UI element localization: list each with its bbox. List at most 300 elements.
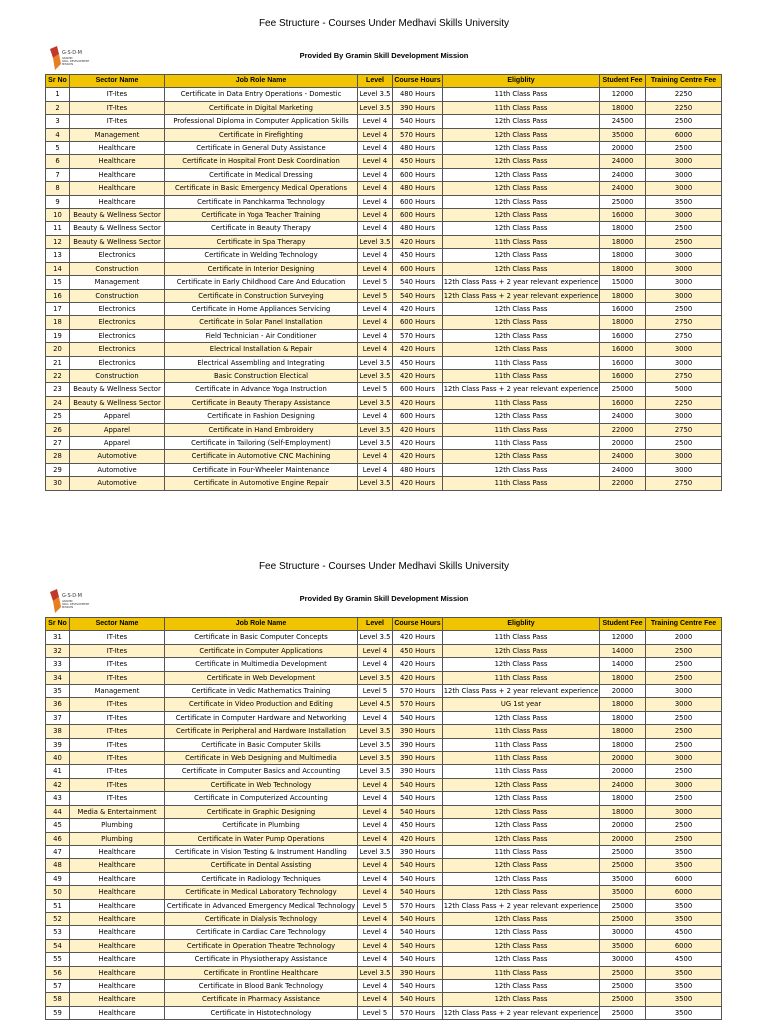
cell-student-fee: 16000 — [600, 302, 646, 315]
table-row — [46, 631, 722, 644]
cell-job-role-name: Certificate in Home Appliances Servicing — [165, 302, 358, 315]
header-sr-no: Sr No — [46, 618, 70, 631]
cell-course-hours: 450 Hours — [393, 819, 443, 832]
cell-job-role-name: Certificate in Blood Bank Technology — [165, 979, 358, 992]
cell-level: Level 4 — [358, 128, 393, 141]
cell-sector-name: Healthcare — [70, 953, 165, 966]
cell-eligibility: 12th Class Pass — [443, 302, 600, 315]
table-row — [46, 142, 722, 155]
cell-training-centre-fee: 2750 — [646, 477, 722, 490]
cell-sr-no: 16 — [46, 289, 70, 302]
cell-course-hours: 540 Hours — [393, 859, 443, 872]
svg-text:GRAMIN: GRAMIN — [62, 600, 73, 603]
cell-student-fee: 18000 — [600, 805, 646, 818]
cell-eligibility: 12th Class Pass + 2 year relevant experience — [443, 1006, 600, 1019]
cell-training-centre-fee: 3000 — [646, 778, 722, 791]
cell-sector-name: IT-Ites — [70, 671, 165, 684]
header-course-hours: Course Hours — [393, 75, 443, 88]
cell-sector-name: IT-Ites — [70, 88, 165, 101]
cell-sr-no: 58 — [46, 993, 70, 1006]
cell-sector-name: Construction — [70, 262, 165, 275]
cell-level: Level 4 — [358, 262, 393, 275]
cell-course-hours: 480 Hours — [393, 463, 443, 476]
cell-training-centre-fee: 3500 — [646, 845, 722, 858]
table-row — [46, 738, 722, 751]
table-row — [46, 88, 722, 101]
cell-level: Level 5 — [358, 899, 393, 912]
cell-eligibility: 12th Class Pass — [443, 343, 600, 356]
cell-sector-name: Beauty & Wellness Sector — [70, 396, 165, 409]
cell-level: Level 3.5 — [358, 752, 393, 765]
cell-training-centre-fee: 4500 — [646, 953, 722, 966]
cell-sector-name: Healthcare — [70, 993, 165, 1006]
cell-level: Level 4 — [358, 792, 393, 805]
cell-job-role-name: Certificate in Computerized Accounting — [165, 792, 358, 805]
table-row — [46, 966, 722, 979]
cell-student-fee: 12000 — [600, 88, 646, 101]
cell-eligibility: 11th Class Pass — [443, 752, 600, 765]
cell-sector-name: Automotive — [70, 450, 165, 463]
cell-level: Level 4 — [358, 302, 393, 315]
table-row — [46, 235, 722, 248]
cell-sector-name: Healthcare — [70, 926, 165, 939]
header-sr-no: Sr No — [46, 75, 70, 88]
table-row — [46, 725, 722, 738]
cell-job-role-name: Certificate in Medical Dressing — [165, 168, 358, 181]
provider-line: Provided By Gramin Skill Development Mission — [299, 594, 469, 603]
cell-level: Level 3.5 — [358, 765, 393, 778]
cell-course-hours: 480 Hours — [393, 142, 443, 155]
table-row — [46, 979, 722, 992]
cell-student-fee: 18000 — [600, 101, 646, 114]
table-row — [46, 477, 722, 490]
cell-job-role-name: Certificate in Automotive CNC Machining — [165, 450, 358, 463]
cell-sr-no: 7 — [46, 168, 70, 181]
cell-job-role-name: Certificate in Histotechnology — [165, 1006, 358, 1019]
cell-sector-name: Beauty & Wellness Sector — [70, 222, 165, 235]
cell-sr-no: 50 — [46, 886, 70, 899]
cell-eligibility: 12th Class Pass — [443, 450, 600, 463]
header-level: Level — [358, 75, 393, 88]
cell-training-centre-fee: 3000 — [646, 450, 722, 463]
table-row — [46, 262, 722, 275]
cell-sector-name: Management — [70, 128, 165, 141]
table-row — [46, 316, 722, 329]
cell-sr-no: 1 — [46, 88, 70, 101]
cell-level: Level 3.5 — [358, 436, 393, 449]
cell-sector-name: Healthcare — [70, 195, 165, 208]
cell-eligibility: 12th Class Pass — [443, 222, 600, 235]
cell-job-role-name: Certificate in Dental Assisting — [165, 859, 358, 872]
table-row — [46, 1006, 722, 1019]
cell-training-centre-fee: 3000 — [646, 410, 722, 423]
cell-job-role-name: Certificate in Early Childhood Care And Education — [165, 276, 358, 289]
cell-student-fee: 35000 — [600, 886, 646, 899]
cell-course-hours: 390 Hours — [393, 101, 443, 114]
cell-sector-name: IT-Ites — [70, 792, 165, 805]
cell-job-role-name: Certificate in Water Pump Operations — [165, 832, 358, 845]
cell-job-role-name: Certificate in Basic Emergency Medical Operations — [165, 182, 358, 195]
cell-job-role-name: Certificate in Digital Marketing — [165, 101, 358, 114]
cell-job-role-name: Certificate in Frontline Healthcare — [165, 966, 358, 979]
cell-eligibility: 11th Class Pass — [443, 671, 600, 684]
cell-training-centre-fee: 6000 — [646, 128, 722, 141]
cell-student-fee: 20000 — [600, 832, 646, 845]
cell-job-role-name: Certificate in Welding Technology — [165, 249, 358, 262]
svg-text:MISSION: MISSION — [62, 606, 74, 609]
cell-student-fee: 35000 — [600, 872, 646, 885]
cell-sr-no: 10 — [46, 209, 70, 222]
cell-sr-no: 34 — [46, 671, 70, 684]
cell-job-role-name: Certificate in Radiology Techniques — [165, 872, 358, 885]
cell-course-hours: 540 Hours — [393, 872, 443, 885]
table-row — [46, 222, 722, 235]
cell-student-fee: 25000 — [600, 859, 646, 872]
cell-sector-name: Healthcare — [70, 966, 165, 979]
cell-training-centre-fee: 2000 — [646, 631, 722, 644]
cell-course-hours: 540 Hours — [393, 886, 443, 899]
cell-sr-no: 27 — [46, 436, 70, 449]
cell-course-hours: 600 Hours — [393, 195, 443, 208]
cell-level: Level 4 — [358, 115, 393, 128]
cell-student-fee: 24000 — [600, 463, 646, 476]
cell-eligibility: 12th Class Pass + 2 year relevant experience — [443, 276, 600, 289]
cell-sr-no: 28 — [46, 450, 70, 463]
cell-student-fee: 30000 — [600, 953, 646, 966]
table-row — [46, 805, 722, 818]
cell-sr-no: 9 — [46, 195, 70, 208]
cell-training-centre-fee: 3000 — [646, 182, 722, 195]
cell-sector-name: IT-Ites — [70, 644, 165, 657]
table-row — [46, 859, 722, 872]
table-row — [46, 685, 722, 698]
cell-job-role-name: Certificate in Dialysis Technology — [165, 912, 358, 925]
cell-level: Level 3.5 — [358, 845, 393, 858]
cell-eligibility: 12th Class Pass — [443, 778, 600, 791]
cell-sector-name: IT-Ites — [70, 631, 165, 644]
cell-sector-name: Beauty & Wellness Sector — [70, 383, 165, 396]
cell-sr-no: 49 — [46, 872, 70, 885]
header-sector-name: Sector Name — [70, 75, 165, 88]
cell-training-centre-fee: 3000 — [646, 289, 722, 302]
cell-eligibility: 12th Class Pass — [443, 872, 600, 885]
cell-training-centre-fee: 3000 — [646, 155, 722, 168]
cell-job-role-name: Certificate in Computer Applications — [165, 644, 358, 657]
cell-sr-no: 21 — [46, 356, 70, 369]
cell-level: Level 4 — [358, 450, 393, 463]
cell-training-centre-fee: 3000 — [646, 805, 722, 818]
cell-training-centre-fee: 3500 — [646, 195, 722, 208]
cell-student-fee: 25000 — [600, 845, 646, 858]
cell-job-role-name: Certificate in Four-Wheeler Maintenance — [165, 463, 358, 476]
cell-eligibility: 12th Class Pass — [443, 711, 600, 724]
cell-sr-no: 57 — [46, 979, 70, 992]
cell-sector-name: IT-Ites — [70, 115, 165, 128]
cell-sector-name: Media & Entertainment — [70, 805, 165, 818]
cell-sr-no: 17 — [46, 302, 70, 315]
cell-sector-name: Healthcare — [70, 845, 165, 858]
cell-eligibility: 11th Class Pass — [443, 738, 600, 751]
cell-sr-no: 36 — [46, 698, 70, 711]
cell-sr-no: 45 — [46, 819, 70, 832]
cell-sr-no: 52 — [46, 912, 70, 925]
cell-eligibility: 12th Class Pass — [443, 463, 600, 476]
cell-course-hours: 420 Hours — [393, 658, 443, 671]
cell-level: Level 4 — [358, 993, 393, 1006]
cell-student-fee: 24000 — [600, 182, 646, 195]
cell-course-hours: 420 Hours — [393, 631, 443, 644]
cell-level: Level 4 — [358, 805, 393, 818]
cell-eligibility: 12th Class Pass — [443, 792, 600, 805]
fee-table — [45, 617, 722, 1020]
cell-student-fee: 25000 — [600, 979, 646, 992]
cell-sector-name: Healthcare — [70, 859, 165, 872]
cell-eligibility: 12th Class Pass — [443, 182, 600, 195]
table-row — [46, 423, 722, 436]
header-eligibility: Eligblity — [443, 618, 600, 631]
table-row — [46, 926, 722, 939]
table-row — [46, 711, 722, 724]
cell-student-fee: 16000 — [600, 356, 646, 369]
cell-job-role-name: Certificate in Firefighting — [165, 128, 358, 141]
cell-sr-no: 51 — [46, 899, 70, 912]
cell-training-centre-fee: 2750 — [646, 316, 722, 329]
cell-sr-no: 26 — [46, 423, 70, 436]
cell-training-centre-fee: 3500 — [646, 979, 722, 992]
cell-course-hours: 390 Hours — [393, 966, 443, 979]
cell-course-hours: 420 Hours — [393, 450, 443, 463]
cell-sector-name: Apparel — [70, 423, 165, 436]
cell-course-hours: 600 Hours — [393, 316, 443, 329]
cell-eligibility: 12th Class Pass + 2 year relevant experience — [443, 685, 600, 698]
cell-sector-name: Automotive — [70, 463, 165, 476]
table-row — [46, 939, 722, 952]
cell-job-role-name: Certificate in Advance Yoga Instruction — [165, 383, 358, 396]
cell-sr-no: 35 — [46, 685, 70, 698]
fee-table — [45, 74, 722, 491]
header-job-role-name: Job Role Name — [165, 75, 358, 88]
cell-sr-no: 4 — [46, 128, 70, 141]
table-row — [46, 396, 722, 409]
cell-student-fee: 22000 — [600, 477, 646, 490]
cell-level: Level 4 — [358, 209, 393, 222]
cell-level: Level 3.5 — [358, 631, 393, 644]
cell-sector-name: Healthcare — [70, 872, 165, 885]
cell-sr-no: 53 — [46, 926, 70, 939]
cell-job-role-name: Certificate in Web Technology — [165, 778, 358, 791]
cell-level: Level 4 — [358, 463, 393, 476]
cell-level: Level 4 — [358, 778, 393, 791]
cell-course-hours: 570 Hours — [393, 128, 443, 141]
cell-sr-no: 12 — [46, 235, 70, 248]
cell-course-hours: 390 Hours — [393, 725, 443, 738]
cell-level: Level 3.5 — [358, 101, 393, 114]
table-row — [46, 953, 722, 966]
cell-sector-name: Electronics — [70, 249, 165, 262]
cell-training-centre-fee: 2500 — [646, 711, 722, 724]
cell-sr-no: 32 — [46, 644, 70, 657]
cell-student-fee: 18000 — [600, 792, 646, 805]
cell-level: Level 4 — [358, 644, 393, 657]
cell-eligibility: 12th Class Pass — [443, 993, 600, 1006]
cell-course-hours: 480 Hours — [393, 88, 443, 101]
cell-eligibility: 12th Class Pass + 2 year relevant experience — [443, 383, 600, 396]
cell-sector-name: Electronics — [70, 316, 165, 329]
cell-sector-name: Beauty & Wellness Sector — [70, 235, 165, 248]
cell-sector-name: Beauty & Wellness Sector — [70, 209, 165, 222]
cell-sr-no: 14 — [46, 262, 70, 275]
cell-job-role-name: Certificate in Fashion Designing — [165, 410, 358, 423]
cell-course-hours: 420 Hours — [393, 671, 443, 684]
cell-training-centre-fee: 3500 — [646, 966, 722, 979]
cell-sector-name: IT-Ites — [70, 698, 165, 711]
cell-eligibility: 11th Class Pass — [443, 477, 600, 490]
cell-course-hours: 480 Hours — [393, 182, 443, 195]
cell-sector-name: IT-Ites — [70, 738, 165, 751]
cell-job-role-name: Certificate in General Duty Assistance — [165, 142, 358, 155]
cell-course-hours: 540 Hours — [393, 276, 443, 289]
header-job-role-name: Job Role Name — [165, 618, 358, 631]
cell-student-fee: 20000 — [600, 819, 646, 832]
cell-course-hours: 570 Hours — [393, 685, 443, 698]
cell-job-role-name: Certificate in Vedic Mathematics Training — [165, 685, 358, 698]
cell-course-hours: 390 Hours — [393, 765, 443, 778]
cell-job-role-name: Certificate in Tailoring (Self-Employment) — [165, 436, 358, 449]
table-row — [46, 450, 722, 463]
svg-text:G·S·D·M: G·S·D·M — [62, 593, 82, 599]
cell-training-centre-fee: 3500 — [646, 912, 722, 925]
cell-eligibility: 12th Class Pass + 2 year relevant experience — [443, 899, 600, 912]
table-row — [46, 792, 722, 805]
cell-eligibility: 11th Class Pass — [443, 845, 600, 858]
cell-course-hours: 540 Hours — [393, 289, 443, 302]
cell-training-centre-fee: 4500 — [646, 926, 722, 939]
cell-student-fee: 14000 — [600, 658, 646, 671]
cell-eligibility: 12th Class Pass — [443, 832, 600, 845]
cell-job-role-name: Certificate in Pharmacy Assistance — [165, 993, 358, 1006]
table-row — [46, 369, 722, 382]
cell-training-centre-fee: 6000 — [646, 872, 722, 885]
cell-course-hours: 600 Hours — [393, 410, 443, 423]
cell-sector-name: Healthcare — [70, 979, 165, 992]
cell-eligibility: 12th Class Pass — [443, 979, 600, 992]
cell-level: Level 3.5 — [358, 235, 393, 248]
cell-eligibility: 12th Class Pass + 2 year relevant experience — [443, 289, 600, 302]
svg-text:G·S·D·M: G·S·D·M — [62, 50, 82, 56]
cell-eligibility: 11th Class Pass — [443, 765, 600, 778]
cell-eligibility: 11th Class Pass — [443, 423, 600, 436]
cell-course-hours: 450 Hours — [393, 155, 443, 168]
cell-training-centre-fee: 3000 — [646, 698, 722, 711]
cell-level: Level 4 — [358, 195, 393, 208]
cell-sr-no: 6 — [46, 155, 70, 168]
cell-sr-no: 2 — [46, 101, 70, 114]
table-row — [46, 819, 722, 832]
cell-level: Level 5 — [358, 276, 393, 289]
header-student-fee: Student Fee — [600, 75, 646, 88]
cell-sr-no: 37 — [46, 711, 70, 724]
cell-level: Level 4 — [358, 182, 393, 195]
cell-eligibility: 12th Class Pass — [443, 819, 600, 832]
cell-sr-no: 41 — [46, 765, 70, 778]
table-row — [46, 912, 722, 925]
cell-level: Level 4 — [358, 711, 393, 724]
cell-training-centre-fee: 2250 — [646, 101, 722, 114]
cell-course-hours: 570 Hours — [393, 329, 443, 342]
cell-sr-no: 43 — [46, 792, 70, 805]
cell-student-fee: 25000 — [600, 899, 646, 912]
cell-job-role-name: Certificate in Basic Computer Concepts — [165, 631, 358, 644]
cell-student-fee: 16000 — [600, 343, 646, 356]
table-row — [46, 698, 722, 711]
cell-sr-no: 33 — [46, 658, 70, 671]
cell-job-role-name: Certificate in Beauty Therapy — [165, 222, 358, 235]
cell-job-role-name: Certificate in Advanced Emergency Medical Technology — [165, 899, 358, 912]
cell-student-fee: 18000 — [600, 262, 646, 275]
cell-student-fee: 25000 — [600, 993, 646, 1006]
cell-eligibility: 11th Class Pass — [443, 369, 600, 382]
cell-training-centre-fee: 2750 — [646, 329, 722, 342]
cell-sr-no: 18 — [46, 316, 70, 329]
cell-training-centre-fee: 3500 — [646, 1006, 722, 1019]
cell-job-role-name: Certificate in Cardiac Care Technology — [165, 926, 358, 939]
cell-sr-no: 46 — [46, 832, 70, 845]
cell-sector-name: Apparel — [70, 436, 165, 449]
cell-level: Level 4 — [358, 859, 393, 872]
cell-eligibility: 11th Class Pass — [443, 436, 600, 449]
cell-student-fee: 18000 — [600, 222, 646, 235]
cell-course-hours: 390 Hours — [393, 845, 443, 858]
cell-training-centre-fee: 2750 — [646, 423, 722, 436]
cell-course-hours: 420 Hours — [393, 235, 443, 248]
cell-sector-name: Electronics — [70, 329, 165, 342]
cell-sector-name: IT-Ites — [70, 752, 165, 765]
cell-course-hours: 420 Hours — [393, 396, 443, 409]
cell-student-fee: 18000 — [600, 725, 646, 738]
cell-sr-no: 38 — [46, 725, 70, 738]
cell-course-hours: 450 Hours — [393, 356, 443, 369]
cell-job-role-name: Certificate in Hospital Front Desk Coordination — [165, 155, 358, 168]
cell-student-fee: 35000 — [600, 939, 646, 952]
cell-job-role-name: Certificate in Web Designing and Multimedia — [165, 752, 358, 765]
cell-training-centre-fee: 3000 — [646, 209, 722, 222]
cell-sr-no: 5 — [46, 142, 70, 155]
cell-sector-name: Apparel — [70, 410, 165, 423]
cell-sr-no: 29 — [46, 463, 70, 476]
cell-training-centre-fee: 3000 — [646, 356, 722, 369]
cell-training-centre-fee: 2500 — [646, 725, 722, 738]
table-row — [46, 383, 722, 396]
cell-eligibility: 12th Class Pass — [443, 926, 600, 939]
cell-sr-no: 40 — [46, 752, 70, 765]
cell-level: Level 3.5 — [358, 396, 393, 409]
cell-training-centre-fee: 2500 — [646, 222, 722, 235]
cell-training-centre-fee: 2500 — [646, 658, 722, 671]
cell-eligibility: 11th Class Pass — [443, 396, 600, 409]
table-header — [46, 618, 722, 631]
cell-job-role-name: Certificate in Interior Designing — [165, 262, 358, 275]
cell-student-fee: 18000 — [600, 316, 646, 329]
cell-course-hours: 600 Hours — [393, 209, 443, 222]
cell-eligibility: 12th Class Pass — [443, 912, 600, 925]
cell-student-fee: 12000 — [600, 631, 646, 644]
table-row — [46, 182, 722, 195]
cell-level: Level 4 — [358, 953, 393, 966]
table-row — [46, 886, 722, 899]
cell-training-centre-fee: 2500 — [646, 765, 722, 778]
cell-sector-name: Electronics — [70, 302, 165, 315]
cell-sector-name: Plumbing — [70, 819, 165, 832]
